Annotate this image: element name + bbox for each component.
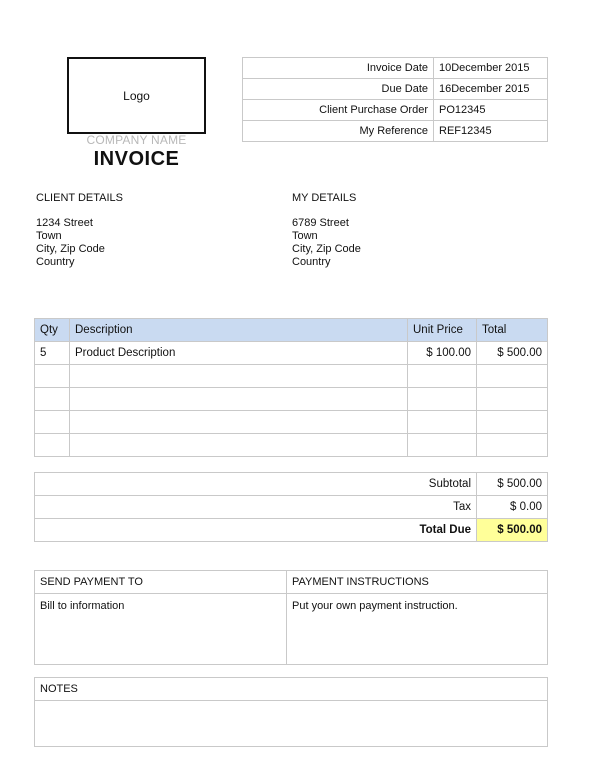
item-total[interactable] xyxy=(477,365,548,388)
tax-label: Tax xyxy=(35,496,477,519)
col-qty-header: Qty xyxy=(35,319,70,342)
payment-header-row xyxy=(35,571,548,594)
meta-value[interactable]: PO12345 xyxy=(434,100,548,121)
notes-table xyxy=(34,677,548,747)
meta-value[interactable]: REF12345 xyxy=(434,121,548,142)
totals-table xyxy=(34,472,548,542)
item-description[interactable] xyxy=(70,411,408,434)
notes-body[interactable] xyxy=(35,701,548,747)
notes-header-row xyxy=(35,678,548,701)
my-address-line: City, Zip Code xyxy=(292,243,361,255)
item-description[interactable] xyxy=(70,365,408,388)
item-description[interactable]: Product Description xyxy=(70,342,408,365)
meta-value[interactable]: 10December 2015 xyxy=(434,58,548,79)
notes-heading: NOTES xyxy=(35,678,548,701)
item-description[interactable] xyxy=(70,388,408,411)
item-unit-price[interactable] xyxy=(408,388,477,411)
meta-row-purchase-order xyxy=(243,100,548,121)
company-name: COMPANY NAME xyxy=(86,133,187,147)
my-address-line: 6789 Street xyxy=(292,217,349,229)
client-address xyxy=(36,217,105,269)
item-qty[interactable] xyxy=(35,434,70,457)
item-qty[interactable]: 5 xyxy=(35,342,70,365)
item-qty[interactable] xyxy=(35,388,70,411)
meta-row-invoice-date xyxy=(243,58,548,79)
item-unit-price[interactable] xyxy=(408,434,477,457)
my-address-line: Country xyxy=(292,256,331,268)
subtotal-value: $ 500.00 xyxy=(477,473,548,496)
total-due-label: Total Due xyxy=(35,519,477,542)
item-description[interactable] xyxy=(70,434,408,457)
meta-row-reference xyxy=(243,121,548,142)
meta-label: Invoice Date xyxy=(243,58,434,79)
my-address-line: Town xyxy=(292,230,318,242)
item-total[interactable] xyxy=(477,388,548,411)
my-details-heading: MY DETAILS xyxy=(292,192,357,204)
col-description-header: Description xyxy=(70,319,408,342)
table-row xyxy=(35,434,548,457)
table-row xyxy=(35,388,548,411)
col-total-header: Total xyxy=(477,319,548,342)
bill-to-info[interactable]: Bill to information xyxy=(35,594,287,665)
item-unit-price[interactable] xyxy=(408,411,477,434)
meta-row-due-date xyxy=(243,79,548,100)
meta-label: Due Date xyxy=(243,79,434,100)
payment-instructions-heading: PAYMENT INSTRUCTIONS xyxy=(287,571,548,594)
notes-body-row xyxy=(35,701,548,747)
meta-label: My Reference xyxy=(243,121,434,142)
payment-body-row xyxy=(35,594,548,665)
item-total[interactable] xyxy=(477,411,548,434)
client-address-line: Town xyxy=(36,230,62,242)
table-row xyxy=(35,365,548,388)
line-items-table xyxy=(34,318,548,457)
item-total[interactable]: $ 500.00 xyxy=(477,342,548,365)
tax-value: $ 0.00 xyxy=(477,496,548,519)
my-address xyxy=(292,217,361,269)
client-details-heading: CLIENT DETAILS xyxy=(36,192,124,204)
subtotal-row xyxy=(35,473,548,496)
tax-row xyxy=(35,496,548,519)
logo-placeholder xyxy=(67,57,206,134)
client-address-line: Country xyxy=(36,256,75,268)
logo-label: Logo xyxy=(123,88,150,103)
send-payment-heading: SEND PAYMENT TO xyxy=(35,571,287,594)
item-unit-price[interactable] xyxy=(408,365,477,388)
item-qty[interactable] xyxy=(35,365,70,388)
meta-label: Client Purchase Order xyxy=(243,100,434,121)
item-total[interactable] xyxy=(477,434,548,457)
meta-value[interactable]: 16December 2015 xyxy=(434,79,548,100)
subtotal-label: Subtotal xyxy=(35,473,477,496)
items-header-row xyxy=(35,319,548,342)
client-address-line: 1234 Street xyxy=(36,217,93,229)
table-row xyxy=(35,411,548,434)
total-due-value: $ 500.00 xyxy=(477,519,548,542)
item-unit-price[interactable]: $ 100.00 xyxy=(408,342,477,365)
client-address-line: City, Zip Code xyxy=(36,243,105,255)
col-unit-price-header: Unit Price xyxy=(408,319,477,342)
item-qty[interactable] xyxy=(35,411,70,434)
payment-table xyxy=(34,570,548,665)
table-row xyxy=(35,342,548,365)
payment-instruction-text[interactable]: Put your own payment instruction. xyxy=(287,594,548,665)
invoice-title: INVOICE xyxy=(93,148,180,170)
total-due-row xyxy=(35,519,548,542)
invoice-meta-table xyxy=(242,57,548,142)
